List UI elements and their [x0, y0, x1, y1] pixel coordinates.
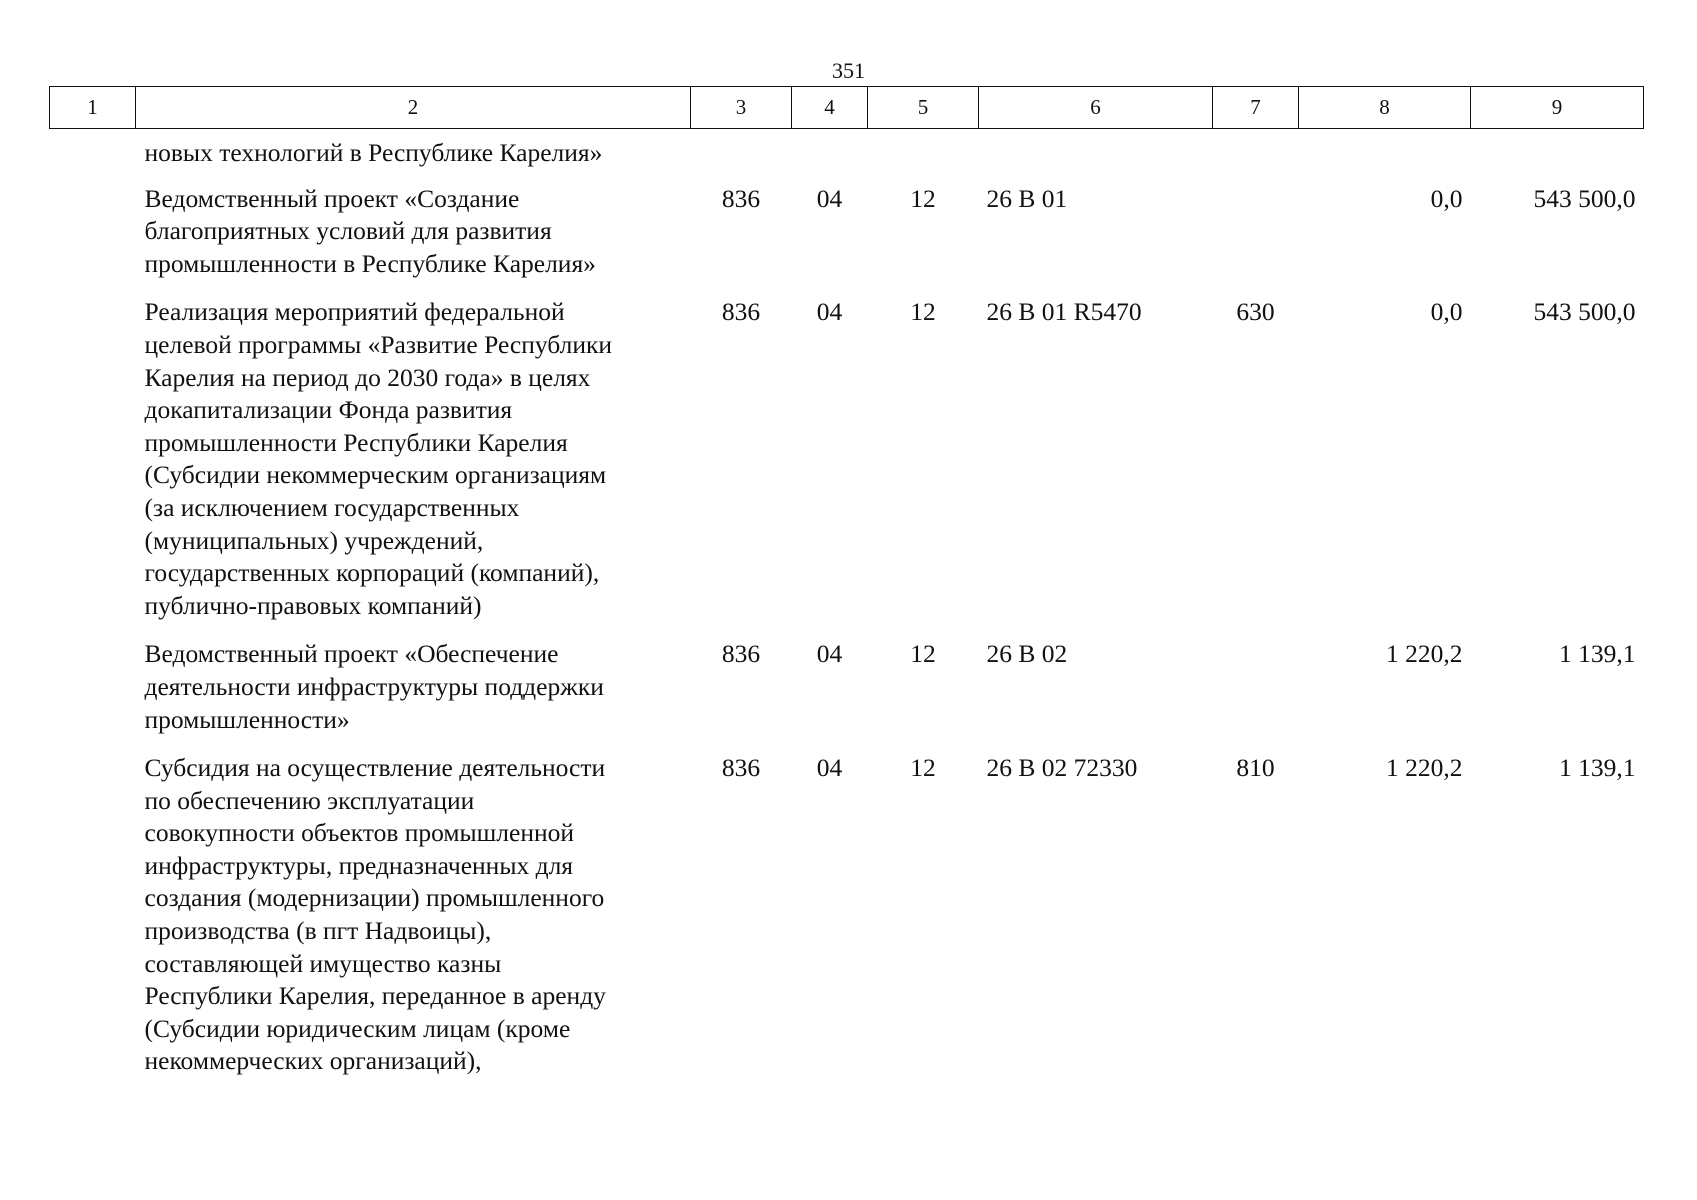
row-amount-2: 543 500,0: [1533, 183, 1636, 213]
row-amount-1: 0,0: [1430, 297, 1463, 327]
row-amount-2: 1 139,1: [1559, 753, 1636, 783]
row-code-subsection: 12: [910, 753, 936, 783]
row-code-section: 04: [816, 753, 843, 783]
row-code-ministry: 836: [721, 753, 761, 783]
table-row: [50, 752, 1644, 1094]
row-code-ministry: 836: [721, 639, 761, 669]
page-number: 351: [832, 58, 865, 83]
row-code-subsection: 12: [910, 183, 936, 213]
row-code-ministry: 836: [721, 183, 761, 213]
column-header-2: 2: [136, 87, 691, 129]
row-code-target: 26 В 02: [986, 639, 1068, 669]
column-header-4: 4: [792, 87, 868, 129]
row-name: Ведомственный проект «Создание благоприятных условий для развития промышленности в Республике Карелия»: [144, 183, 596, 278]
row-name: Субсидия на осуществление деятельности по обеспечению эксплуатации совокупности объектов промышленной инфраструктуры, предназначенных для создания (модернизации) промышленного производства (в пгт Надвоицы), составляющей имущество казны Республики Карелия, переданное в аренду (Субсидии юридическим лицам (кроме некоммерческих организаций),: [144, 753, 606, 1076]
row-amount-1: 1 220,2: [1386, 639, 1463, 669]
row-code-subsection: 12: [910, 639, 936, 669]
row-code-expense-type: [1213, 129, 1299, 183]
row-name: Ведомственный проект «Обеспечение деятельности инфраструктуры поддержки промышленности»: [144, 639, 604, 734]
row-code-subsection: [868, 129, 979, 183]
column-header-3: 3: [691, 87, 792, 129]
row-code-subsection: 12: [910, 297, 936, 327]
row-code-expense-type: 630: [1236, 297, 1275, 327]
row-code-ministry: [691, 129, 792, 183]
row-code-section: 04: [816, 297, 843, 327]
row-amount-2: 543 500,0: [1533, 297, 1636, 327]
budget-table: [49, 86, 1644, 1094]
row-code-section: 04: [816, 639, 843, 669]
row-amount-2: 1 139,1: [1559, 639, 1636, 669]
column-number-header-row: [50, 87, 1644, 129]
row-name: новых технологий в Республике Карелия»: [144, 138, 603, 167]
row-code-target: 26 В 01 R5470: [986, 297, 1142, 327]
row-amount-1: 0,0: [1430, 183, 1463, 213]
row-code-expense-type: [1213, 183, 1299, 297]
column-header-9: 9: [1471, 87, 1644, 129]
column-header-6: 6: [979, 87, 1213, 129]
row-amount-2: [1471, 129, 1644, 183]
table-row: [50, 638, 1644, 752]
table-row: [50, 296, 1644, 638]
column-header-5: 5: [868, 87, 979, 129]
row-code-target: [979, 129, 1213, 183]
row-code-section: [792, 129, 868, 183]
row-amount-1: 1 220,2: [1386, 753, 1463, 783]
row-code-expense-type: [1213, 638, 1299, 752]
row-code-expense-type: 810: [1236, 753, 1275, 783]
row-code-target: 26 В 01: [986, 183, 1068, 213]
column-header-7: 7: [1213, 87, 1299, 129]
column-header-8: 8: [1299, 87, 1471, 129]
row-amount-1: [1299, 129, 1471, 183]
row-name: Реализация мероприятий федеральной целевой программы «Развитие Республики Карелия на период до 2030 года» в целях докапитализации Фонда развития промышленности Республики Карелия (Субсидии некоммерческим организациям (за исключением государственных (муниципальных) учреждений, государственных корпораций (компаний), публично-правовых компаний): [144, 297, 613, 620]
table-row: [50, 183, 1644, 297]
row-code-section: 04: [816, 183, 843, 213]
table-row: [50, 129, 1644, 183]
row-code-target: 26 В 02 72330: [986, 753, 1138, 783]
row-code-ministry: 836: [721, 297, 761, 327]
column-header-1: 1: [50, 87, 136, 129]
